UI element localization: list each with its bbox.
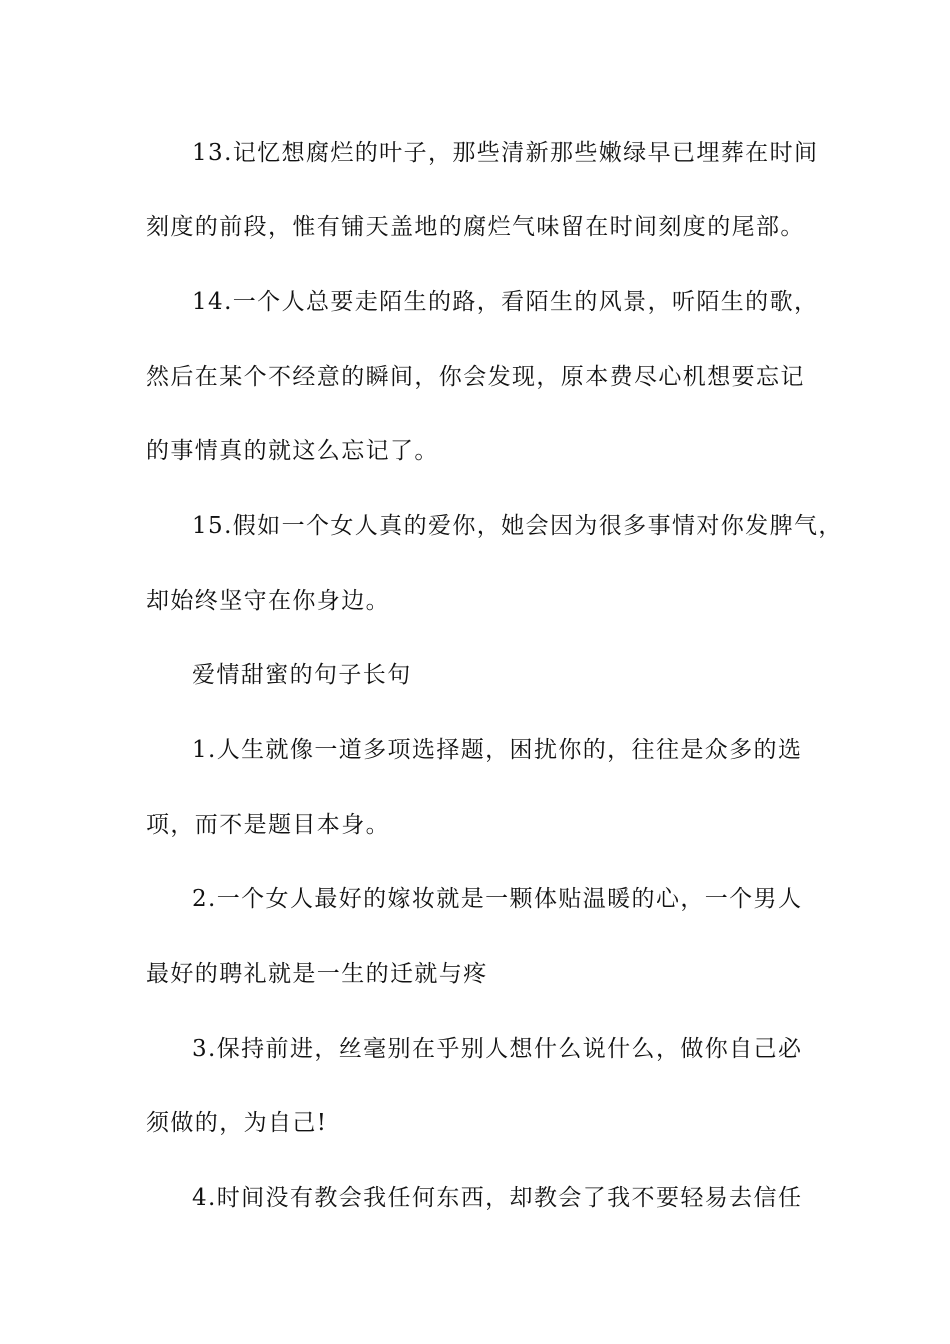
text-line: 然后在某个不经意的瞬间，你会发现，原本费尽心机想要忘记	[146, 364, 805, 390]
text-line: 13.记忆想腐烂的叶子，那些清新那些嫩绿早已埋葬在时间	[192, 140, 819, 166]
section-heading: 爱情甜蜜的句子长句	[192, 662, 412, 688]
text-line: 却始终坚守在你身边。	[146, 588, 390, 614]
text-line: 的事情真的就这么忘记了。	[146, 438, 439, 464]
text-line: 最好的聘礼就是一生的迁就与疼	[146, 961, 488, 987]
text-line: 4.时间没有教会我任何东西，却教会了我不要轻易去信任	[192, 1185, 803, 1211]
text-line: 15.假如一个女人真的爱你，她会因为很多事情对你发脾气，	[192, 513, 843, 539]
text-line: 刻度的前段，惟有铺天盖地的腐烂气味留在时间刻度的尾部。	[146, 214, 805, 240]
text-line: 3.保持前进，丝毫别在乎别人想什么说什么，做你自己必	[192, 1036, 803, 1062]
text-line: 项，而不是题目本身。	[146, 812, 390, 838]
text-line: 2.一个女人最好的嫁妆就是一颗体贴温暖的心，一个男人	[192, 886, 803, 912]
text-line: 14.一个人总要走陌生的路，看陌生的风景，听陌生的歌，	[192, 289, 819, 315]
text-line: 须做的，为自己!	[146, 1110, 328, 1136]
text-line: 1.人生就像一道多项选择题，困扰你的，往往是众多的选	[192, 737, 803, 763]
